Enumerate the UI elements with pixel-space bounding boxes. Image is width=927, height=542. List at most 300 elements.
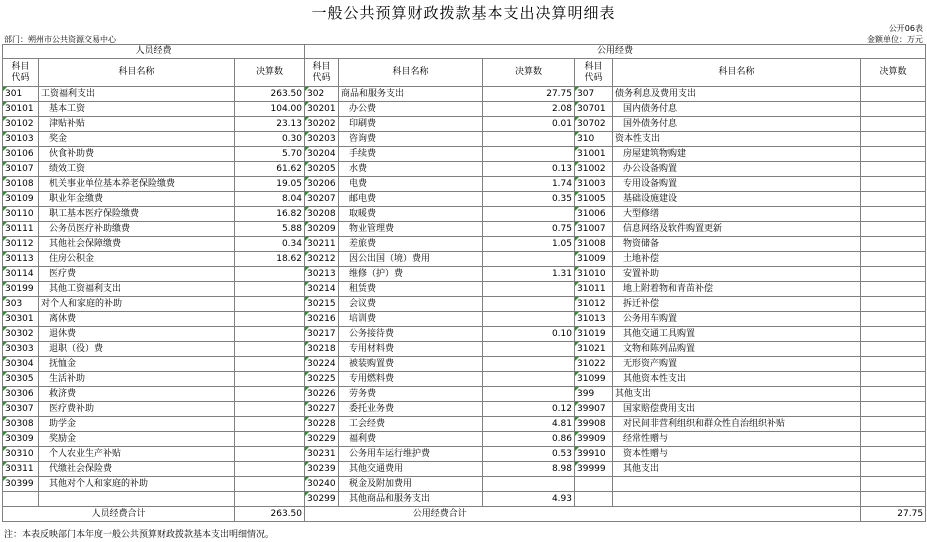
table-row bbox=[3, 222, 926, 237]
header-code-3: 科目 代码 bbox=[575, 59, 613, 87]
table-row bbox=[3, 402, 926, 417]
public2-name: 拆迁补偿 bbox=[613, 297, 861, 312]
public2-code: 30701 bbox=[575, 102, 613, 117]
footnote: 注：本表反映部门本年度一般公共预算财政拨款基本支出明细情况。 bbox=[4, 530, 275, 540]
public2-code: 31005 bbox=[575, 192, 613, 207]
public2-amount bbox=[861, 402, 926, 417]
personnel-name: 个人农业生产补贴 bbox=[39, 447, 235, 462]
table-code: 公开06表 bbox=[888, 24, 923, 33]
public2-name: 公务用车购置 bbox=[613, 312, 861, 327]
personnel-code: 30108 bbox=[3, 177, 39, 192]
public2-code: 31007 bbox=[575, 222, 613, 237]
personnel-code: 30101 bbox=[3, 102, 39, 117]
public2-amount bbox=[861, 132, 926, 147]
public1-code: 30202 bbox=[305, 117, 339, 132]
public2-amount bbox=[861, 177, 926, 192]
personnel-name: 奖金 bbox=[39, 132, 235, 147]
header-amount-2: 决算数 bbox=[483, 59, 575, 87]
personnel-code: 301 bbox=[3, 87, 39, 102]
personnel-amount bbox=[235, 357, 305, 372]
public2-name: 资本性赠与 bbox=[613, 447, 861, 462]
personnel-amount bbox=[235, 327, 305, 342]
section-public: 公用经费 bbox=[305, 45, 926, 59]
public1-amount: 4.81 bbox=[483, 417, 575, 432]
public2-code: 31002 bbox=[575, 162, 613, 177]
public1-name: 劳务费 bbox=[339, 387, 483, 402]
personnel-code: 30310 bbox=[3, 447, 39, 462]
personnel-code: 30308 bbox=[3, 417, 39, 432]
public1-code: 30225 bbox=[305, 372, 339, 387]
public1-amount: 27.75 bbox=[483, 87, 575, 102]
table-row bbox=[3, 237, 926, 252]
public1-code: 30229 bbox=[305, 432, 339, 447]
public1-code: 30209 bbox=[305, 222, 339, 237]
table-row bbox=[3, 207, 926, 222]
personnel-name: 津贴补贴 bbox=[39, 117, 235, 132]
public2-amount bbox=[861, 447, 926, 462]
public2-amount bbox=[861, 162, 926, 177]
table-row bbox=[3, 102, 926, 117]
public2-amount bbox=[861, 357, 926, 372]
personnel-amount: 104.00 bbox=[235, 102, 305, 117]
header-name-1: 科目名称 bbox=[39, 59, 235, 87]
personnel-name: 工资福利支出 bbox=[39, 87, 235, 102]
personnel-amount bbox=[235, 342, 305, 357]
public1-amount bbox=[483, 147, 575, 162]
public1-code: 30201 bbox=[305, 102, 339, 117]
public2-amount bbox=[861, 372, 926, 387]
public2-code: 39909 bbox=[575, 432, 613, 447]
public1-code: 30227 bbox=[305, 402, 339, 417]
public1-amount bbox=[483, 282, 575, 297]
public1-name: 印刷费 bbox=[339, 117, 483, 132]
public1-amount: 1.74 bbox=[483, 177, 575, 192]
personnel-name: 职业年金缴费 bbox=[39, 192, 235, 207]
public1-name: 专用材料费 bbox=[339, 342, 483, 357]
public2-amount bbox=[861, 297, 926, 312]
public1-code: 30299 bbox=[305, 492, 339, 507]
table-row bbox=[3, 177, 926, 192]
personnel-amount bbox=[235, 462, 305, 477]
public1-code: 30206 bbox=[305, 177, 339, 192]
personnel-name: 其他对个人和家庭的补助 bbox=[39, 477, 235, 492]
personnel-name: 生活补助 bbox=[39, 372, 235, 387]
public1-code: 30224 bbox=[305, 357, 339, 372]
public1-code: 30216 bbox=[305, 312, 339, 327]
public1-code: 30208 bbox=[305, 207, 339, 222]
personnel-code: 30114 bbox=[3, 267, 39, 282]
public2-code: 31011 bbox=[575, 282, 613, 297]
personnel-amount bbox=[235, 447, 305, 462]
public1-code: 30205 bbox=[305, 162, 339, 177]
personnel-code: 30306 bbox=[3, 387, 39, 402]
public2-code bbox=[575, 492, 613, 507]
personnel-amount: 23.13 bbox=[235, 117, 305, 132]
personnel-name: 绩效工资 bbox=[39, 162, 235, 177]
public1-code: 30226 bbox=[305, 387, 339, 402]
personnel-name: 职工基本医疗保险缴费 bbox=[39, 207, 235, 222]
table-row bbox=[3, 447, 926, 462]
public1-code: 30240 bbox=[305, 477, 339, 492]
public1-amount bbox=[483, 207, 575, 222]
table-row bbox=[3, 267, 926, 282]
public1-name: 手续费 bbox=[339, 147, 483, 162]
public2-amount bbox=[861, 117, 926, 132]
public1-name: 其他商品和服务支出 bbox=[339, 492, 483, 507]
public2-name: 专用设备购置 bbox=[613, 177, 861, 192]
table-row bbox=[3, 327, 926, 342]
table-row bbox=[3, 312, 926, 327]
public2-name: 国家赔偿费用支出 bbox=[613, 402, 861, 417]
public2-amount bbox=[861, 282, 926, 297]
table-row bbox=[3, 387, 926, 402]
public2-amount bbox=[861, 102, 926, 117]
personnel-name: 救济费 bbox=[39, 387, 235, 402]
public1-name: 公务接待费 bbox=[339, 327, 483, 342]
header-name-3: 科目名称 bbox=[613, 59, 861, 87]
public2-code: 310 bbox=[575, 132, 613, 147]
personnel-name: 医疗费补助 bbox=[39, 402, 235, 417]
personnel-code: 30309 bbox=[3, 432, 39, 447]
public1-name: 电费 bbox=[339, 177, 483, 192]
personnel-amount bbox=[235, 477, 305, 492]
public2-code: 39907 bbox=[575, 402, 613, 417]
public2-code: 31010 bbox=[575, 267, 613, 282]
table-row bbox=[3, 462, 926, 477]
personnel-code: 30107 bbox=[3, 162, 39, 177]
public2-amount bbox=[861, 87, 926, 102]
public1-name: 其他交通费用 bbox=[339, 462, 483, 477]
public2-code: 31001 bbox=[575, 147, 613, 162]
public2-name: 经常性赠与 bbox=[613, 432, 861, 447]
public1-code: 30204 bbox=[305, 147, 339, 162]
personnel-name: 基本工资 bbox=[39, 102, 235, 117]
public1-name: 取暖费 bbox=[339, 207, 483, 222]
public2-code: 31013 bbox=[575, 312, 613, 327]
public2-name: 国内债务付息 bbox=[613, 102, 861, 117]
column-header-row bbox=[3, 59, 926, 87]
public1-code: 30215 bbox=[305, 297, 339, 312]
public2-amount bbox=[861, 222, 926, 237]
personnel-name: 离休费 bbox=[39, 312, 235, 327]
personnel-code: 30106 bbox=[3, 147, 39, 162]
personnel-amount bbox=[235, 372, 305, 387]
public1-amount bbox=[483, 132, 575, 147]
public1-name: 租赁费 bbox=[339, 282, 483, 297]
public2-amount bbox=[861, 252, 926, 267]
public2-amount bbox=[861, 417, 926, 432]
public1-name: 维修（护）费 bbox=[339, 267, 483, 282]
total-personnel-label: 人员经费合计 bbox=[3, 507, 235, 522]
personnel-amount bbox=[235, 312, 305, 327]
public1-amount bbox=[483, 477, 575, 492]
total-public-label: 公用经费合计 bbox=[305, 507, 575, 522]
public1-code: 30231 bbox=[305, 447, 339, 462]
personnel-name: 医疗费 bbox=[39, 267, 235, 282]
public1-amount bbox=[483, 252, 575, 267]
total-spacer bbox=[575, 507, 861, 522]
public2-name bbox=[613, 477, 861, 492]
public1-amount: 0.75 bbox=[483, 222, 575, 237]
public2-amount bbox=[861, 312, 926, 327]
personnel-code: 30301 bbox=[3, 312, 39, 327]
public2-name: 土地补偿 bbox=[613, 252, 861, 267]
public2-code: 31021 bbox=[575, 342, 613, 357]
public2-name bbox=[613, 492, 861, 507]
table-row bbox=[3, 492, 926, 507]
public1-code: 30203 bbox=[305, 132, 339, 147]
personnel-amount bbox=[235, 492, 305, 507]
public1-name: 咨询费 bbox=[339, 132, 483, 147]
table-row bbox=[3, 477, 926, 492]
public2-name: 其他支出 bbox=[613, 462, 861, 477]
public2-code: 31019 bbox=[575, 327, 613, 342]
public2-code: 39999 bbox=[575, 462, 613, 477]
public2-name: 其他支出 bbox=[613, 387, 861, 402]
header-code-1: 科目 代码 bbox=[3, 59, 39, 87]
table-row bbox=[3, 192, 926, 207]
public2-amount bbox=[861, 147, 926, 162]
personnel-amount bbox=[235, 402, 305, 417]
public2-name: 文物和陈列品购置 bbox=[613, 342, 861, 357]
public2-code: 39908 bbox=[575, 417, 613, 432]
public1-amount: 0.35 bbox=[483, 192, 575, 207]
personnel-name: 其他工资福利支出 bbox=[39, 282, 235, 297]
public1-code: 30213 bbox=[305, 267, 339, 282]
public2-code: 31099 bbox=[575, 372, 613, 387]
public1-code: 30218 bbox=[305, 342, 339, 357]
public1-amount: 0.10 bbox=[483, 327, 575, 342]
section-header-row bbox=[3, 45, 926, 59]
section-personnel: 人员经费 bbox=[3, 45, 305, 59]
personnel-amount: 16.82 bbox=[235, 207, 305, 222]
personnel-name bbox=[39, 492, 235, 507]
public2-code bbox=[575, 477, 613, 492]
public2-code: 31009 bbox=[575, 252, 613, 267]
personnel-name: 退休费 bbox=[39, 327, 235, 342]
public1-amount: 0.53 bbox=[483, 447, 575, 462]
personnel-amount: 0.34 bbox=[235, 237, 305, 252]
header-code-2: 科目 代码 bbox=[305, 59, 339, 87]
personnel-code: 30111 bbox=[3, 222, 39, 237]
public1-amount: 0.01 bbox=[483, 117, 575, 132]
public2-amount bbox=[861, 267, 926, 282]
personnel-code: 30305 bbox=[3, 372, 39, 387]
public1-amount: 0.12 bbox=[483, 402, 575, 417]
personnel-code: 30304 bbox=[3, 357, 39, 372]
table-row bbox=[3, 87, 926, 102]
public2-name: 地上附着物和青苗补偿 bbox=[613, 282, 861, 297]
personnel-amount: 5.88 bbox=[235, 222, 305, 237]
personnel-amount: 18.62 bbox=[235, 252, 305, 267]
public2-name: 信息网络及软件购置更新 bbox=[613, 222, 861, 237]
personnel-amount bbox=[235, 387, 305, 402]
expenditure-table bbox=[2, 44, 926, 522]
personnel-code: 30102 bbox=[3, 117, 39, 132]
public1-code: 30211 bbox=[305, 237, 339, 252]
header-name-2: 科目名称 bbox=[339, 59, 483, 87]
personnel-code: 30113 bbox=[3, 252, 39, 267]
public1-code: 30214 bbox=[305, 282, 339, 297]
public2-code: 399 bbox=[575, 387, 613, 402]
personnel-code: 30303 bbox=[3, 342, 39, 357]
personnel-code: 30399 bbox=[3, 477, 39, 492]
public1-amount: 0.13 bbox=[483, 162, 575, 177]
public2-code: 39910 bbox=[575, 447, 613, 462]
header-amount-3: 决算数 bbox=[861, 59, 926, 87]
personnel-code: 30307 bbox=[3, 402, 39, 417]
personnel-amount: 0.30 bbox=[235, 132, 305, 147]
personnel-code: 30110 bbox=[3, 207, 39, 222]
personnel-code: 30109 bbox=[3, 192, 39, 207]
public2-name: 对民间非营利组织和群众性自治组织补贴 bbox=[613, 417, 861, 432]
public1-name: 培训费 bbox=[339, 312, 483, 327]
personnel-name: 其他社会保障缴费 bbox=[39, 237, 235, 252]
public1-code: 30212 bbox=[305, 252, 339, 267]
personnel-amount: 5.70 bbox=[235, 147, 305, 162]
table-row bbox=[3, 372, 926, 387]
total-public-value: 27.75 bbox=[861, 507, 926, 522]
table-row bbox=[3, 342, 926, 357]
unit-label: 金额单位：万元 bbox=[867, 35, 923, 44]
personnel-name: 伙食补助费 bbox=[39, 147, 235, 162]
public1-amount: 0.86 bbox=[483, 432, 575, 447]
public1-amount: 8.98 bbox=[483, 462, 575, 477]
department-label: 部门：朔州市公共资源交易中心 bbox=[4, 35, 116, 44]
table-row bbox=[3, 297, 926, 312]
public2-amount bbox=[861, 237, 926, 252]
personnel-amount: 61.62 bbox=[235, 162, 305, 177]
public2-name: 办公设备购置 bbox=[613, 162, 861, 177]
personnel-amount bbox=[235, 432, 305, 447]
public1-code: 302 bbox=[305, 87, 339, 102]
public1-name: 办公费 bbox=[339, 102, 483, 117]
public1-name: 工会经费 bbox=[339, 417, 483, 432]
personnel-amount bbox=[235, 267, 305, 282]
public1-amount: 4.93 bbox=[483, 492, 575, 507]
public2-amount bbox=[861, 342, 926, 357]
personnel-name: 助学金 bbox=[39, 417, 235, 432]
table-row bbox=[3, 132, 926, 147]
personnel-name: 住房公积金 bbox=[39, 252, 235, 267]
public1-amount: 1.05 bbox=[483, 237, 575, 252]
public2-name: 物资储备 bbox=[613, 237, 861, 252]
table-row bbox=[3, 147, 926, 162]
personnel-name: 公务员医疗补助缴费 bbox=[39, 222, 235, 237]
table-row bbox=[3, 417, 926, 432]
personnel-name: 退职（役）费 bbox=[39, 342, 235, 357]
personnel-code: 30302 bbox=[3, 327, 39, 342]
public2-code: 31012 bbox=[575, 297, 613, 312]
personnel-name: 抚恤金 bbox=[39, 357, 235, 372]
personnel-name: 机关事业单位基本养老保险缴费 bbox=[39, 177, 235, 192]
public2-amount bbox=[861, 462, 926, 477]
public2-code: 307 bbox=[575, 87, 613, 102]
public1-code: 30239 bbox=[305, 462, 339, 477]
personnel-code bbox=[3, 492, 39, 507]
public1-name: 邮电费 bbox=[339, 192, 483, 207]
table-row bbox=[3, 282, 926, 297]
table-row bbox=[3, 252, 926, 267]
public2-amount bbox=[861, 387, 926, 402]
public2-code: 30702 bbox=[575, 117, 613, 132]
public1-code: 30217 bbox=[305, 327, 339, 342]
public2-name: 债务利息及费用支出 bbox=[613, 87, 861, 102]
personnel-name: 对个人和家庭的补助 bbox=[39, 297, 235, 312]
public1-amount bbox=[483, 372, 575, 387]
public2-amount bbox=[861, 327, 926, 342]
public2-amount bbox=[861, 492, 926, 507]
table-row bbox=[3, 357, 926, 372]
public2-amount bbox=[861, 192, 926, 207]
personnel-code: 30112 bbox=[3, 237, 39, 252]
total-row bbox=[3, 507, 926, 522]
header-amount-1: 决算数 bbox=[235, 59, 305, 87]
public1-name: 会议费 bbox=[339, 297, 483, 312]
public1-name: 商品和服务支出 bbox=[339, 87, 483, 102]
public2-name: 安置补助 bbox=[613, 267, 861, 282]
public2-code: 31006 bbox=[575, 207, 613, 222]
public1-name: 因公出国（境）费用 bbox=[339, 252, 483, 267]
personnel-amount bbox=[235, 297, 305, 312]
public2-name: 无形资产购置 bbox=[613, 357, 861, 372]
personnel-name: 代缴社会保险费 bbox=[39, 462, 235, 477]
table-row bbox=[3, 162, 926, 177]
public1-name: 物业管理费 bbox=[339, 222, 483, 237]
public1-name: 水费 bbox=[339, 162, 483, 177]
public1-amount bbox=[483, 342, 575, 357]
personnel-amount bbox=[235, 282, 305, 297]
public1-code: 30207 bbox=[305, 192, 339, 207]
public2-name: 国外债务付息 bbox=[613, 117, 861, 132]
public1-code: 30228 bbox=[305, 417, 339, 432]
personnel-amount bbox=[235, 417, 305, 432]
public2-code: 31022 bbox=[575, 357, 613, 372]
personnel-amount: 263.50 bbox=[235, 87, 305, 102]
table-row bbox=[3, 117, 926, 132]
public2-amount bbox=[861, 207, 926, 222]
public2-code: 31008 bbox=[575, 237, 613, 252]
public2-amount bbox=[861, 477, 926, 492]
total-personnel-value: 263.50 bbox=[235, 507, 305, 522]
public1-amount bbox=[483, 357, 575, 372]
public1-amount bbox=[483, 297, 575, 312]
personnel-amount: 19.05 bbox=[235, 177, 305, 192]
public2-amount bbox=[861, 432, 926, 447]
public2-name: 其他资本性支出 bbox=[613, 372, 861, 387]
public1-amount: 2.08 bbox=[483, 102, 575, 117]
public1-name: 专用燃料费 bbox=[339, 372, 483, 387]
public1-name: 公务用车运行维护费 bbox=[339, 447, 483, 462]
public1-name: 差旅费 bbox=[339, 237, 483, 252]
table-row bbox=[3, 432, 926, 447]
public2-name: 资本性支出 bbox=[613, 132, 861, 147]
personnel-amount: 8.04 bbox=[235, 192, 305, 207]
public1-name: 税金及附加费用 bbox=[339, 477, 483, 492]
public2-code: 31003 bbox=[575, 177, 613, 192]
public2-name: 基础设施建设 bbox=[613, 192, 861, 207]
public2-name: 大型修缮 bbox=[613, 207, 861, 222]
personnel-code: 30311 bbox=[3, 462, 39, 477]
personnel-name: 奖励金 bbox=[39, 432, 235, 447]
public2-name: 其他交通工具购置 bbox=[613, 327, 861, 342]
public1-amount bbox=[483, 312, 575, 327]
public1-amount bbox=[483, 387, 575, 402]
public2-name: 房屋建筑物购建 bbox=[613, 147, 861, 162]
personnel-code: 30199 bbox=[3, 282, 39, 297]
report-title: 一般公共预算财政拨款基本支出决算明细表 bbox=[311, 4, 616, 22]
public1-name: 福利费 bbox=[339, 432, 483, 447]
